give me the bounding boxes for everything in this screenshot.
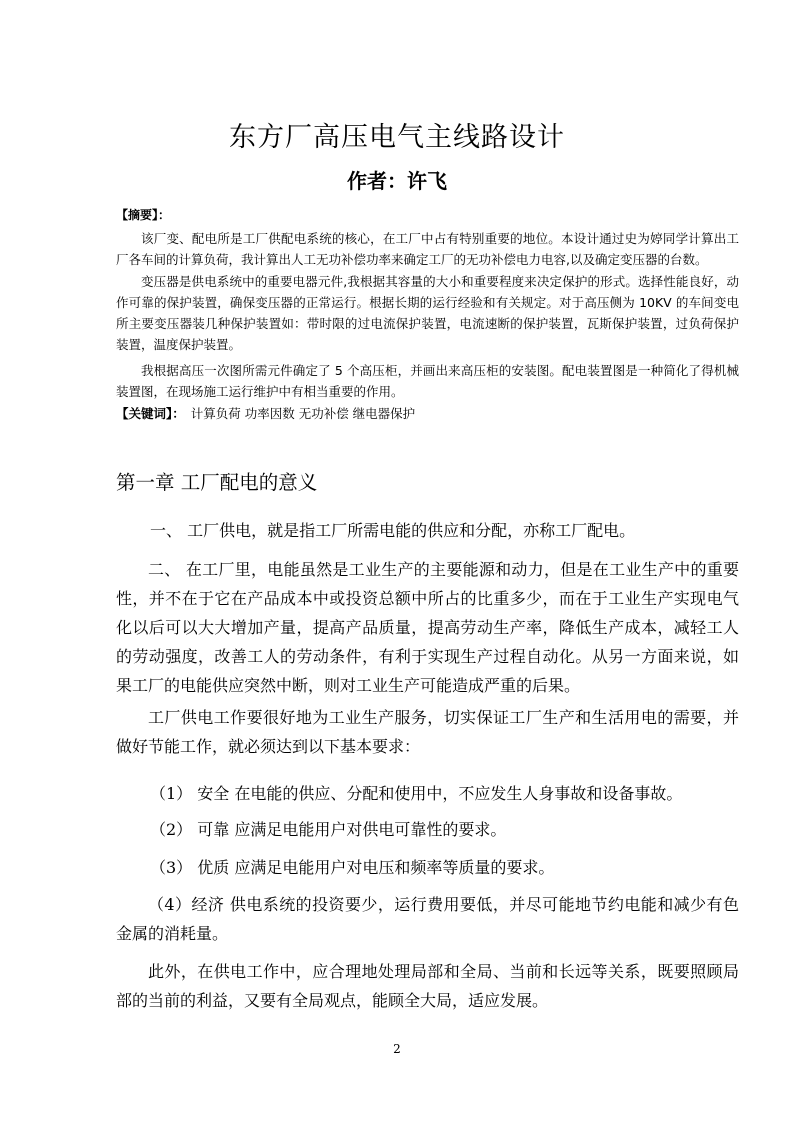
abstract-label: 【摘要】： (116, 208, 171, 222)
body-paragraph: 此外，在供电工作中，应合理地处理局部和全局、当前和长远等关系，既要照顾局部的当前的利益，又要有全局观点，能顾全大局，适应发展。 (116, 962, 739, 1010)
author-line: 作者：许飞 (347, 169, 447, 193)
requirement-item: （2） 可靠 应满足电能用户对供电可靠性的要求。 (150, 820, 507, 839)
body-paragraph: 二、 在工厂里，电能虽然是工业生产的主要能源和动力，但是在工业生产中的重要性，并不在于它在产品成本中或投资总额中所占的比重多少，而在于工业生产实现电气化以后可以大大增加产量，提高产品质量，提高劳动生产率，降低生产成本，减轻工人的劳动强度，改善工人的劳动条件，有利于实现生产过程自动化。从另一方面来说，如果工厂的电能供应突然中断，则对工业生产可能造成严重的后果。 (116, 560, 739, 695)
page-number: 2 (393, 1042, 401, 1056)
body-paragraph: 工厂供电工作要很好地为工业生产服务，切实保证工厂生产和生活用电的需要，并做好节能工作，就必须达到以下基本要求： (116, 708, 739, 756)
keywords-values: 计算负荷 功率因数 无功补偿 继电器保护 (190, 406, 416, 421)
requirement-item: （4）经济 供电系统的投资要少，运行费用要低，并尽可能地节约电能和减少有色金属的消耗量。 (116, 895, 739, 943)
requirement-item: （3） 优质 应满足电能用户对电压和频率等质量的要求。 (150, 858, 555, 877)
document-title: 东方厂高压电气主线路设计 (229, 122, 565, 153)
keywords-label: 【关键词】： (116, 406, 185, 421)
abstract-paragraph: 我根据高压一次图所需元件确定了 5 个高压柜，并画出来高压柜的安装图。配电装置图是一种简化了得机械装置图，在现场施工运行维护中有相当重要的作用。 (116, 363, 739, 399)
keywords-line (116, 404, 415, 424)
abstract-paragraph: 该厂变、配电所是工厂供配电系统的核心，在工厂中占有特别重要的地位。本设计通过史为婷同学计算出工厂各车间的计算负荷，我计算出人工无功补偿功率来确定工厂的无功补偿电力电容,以及确定变压器的台数。 (116, 231, 739, 267)
abstract-paragraph: 变压器是供电系统中的重要电器元件,我根据其容量的大小和重要程度来决定保护的形式。选择性能良好，动作可靠的保护装置，确保变压器的正常运行。根据长期的运行经验和有关规定。对于高压侧为 10KV 的车间变电所主要变压器装几种保护装置如：带时限的过电流保护装置，电流速断的保护装置，瓦斯保护装置，过负荷保护装置，温度保护装置。 (116, 274, 739, 352)
body-paragraph: 一、 工厂供电，就是指工厂所需电能的供应和分配，亦称工厂配电。 (150, 521, 636, 540)
requirement-item: （1） 安全 在电能的供应、分配和使用中，不应发生人身事故和设备事故。 (150, 784, 683, 803)
chapter-heading: 第一章 工厂配电的意义 (116, 471, 318, 494)
